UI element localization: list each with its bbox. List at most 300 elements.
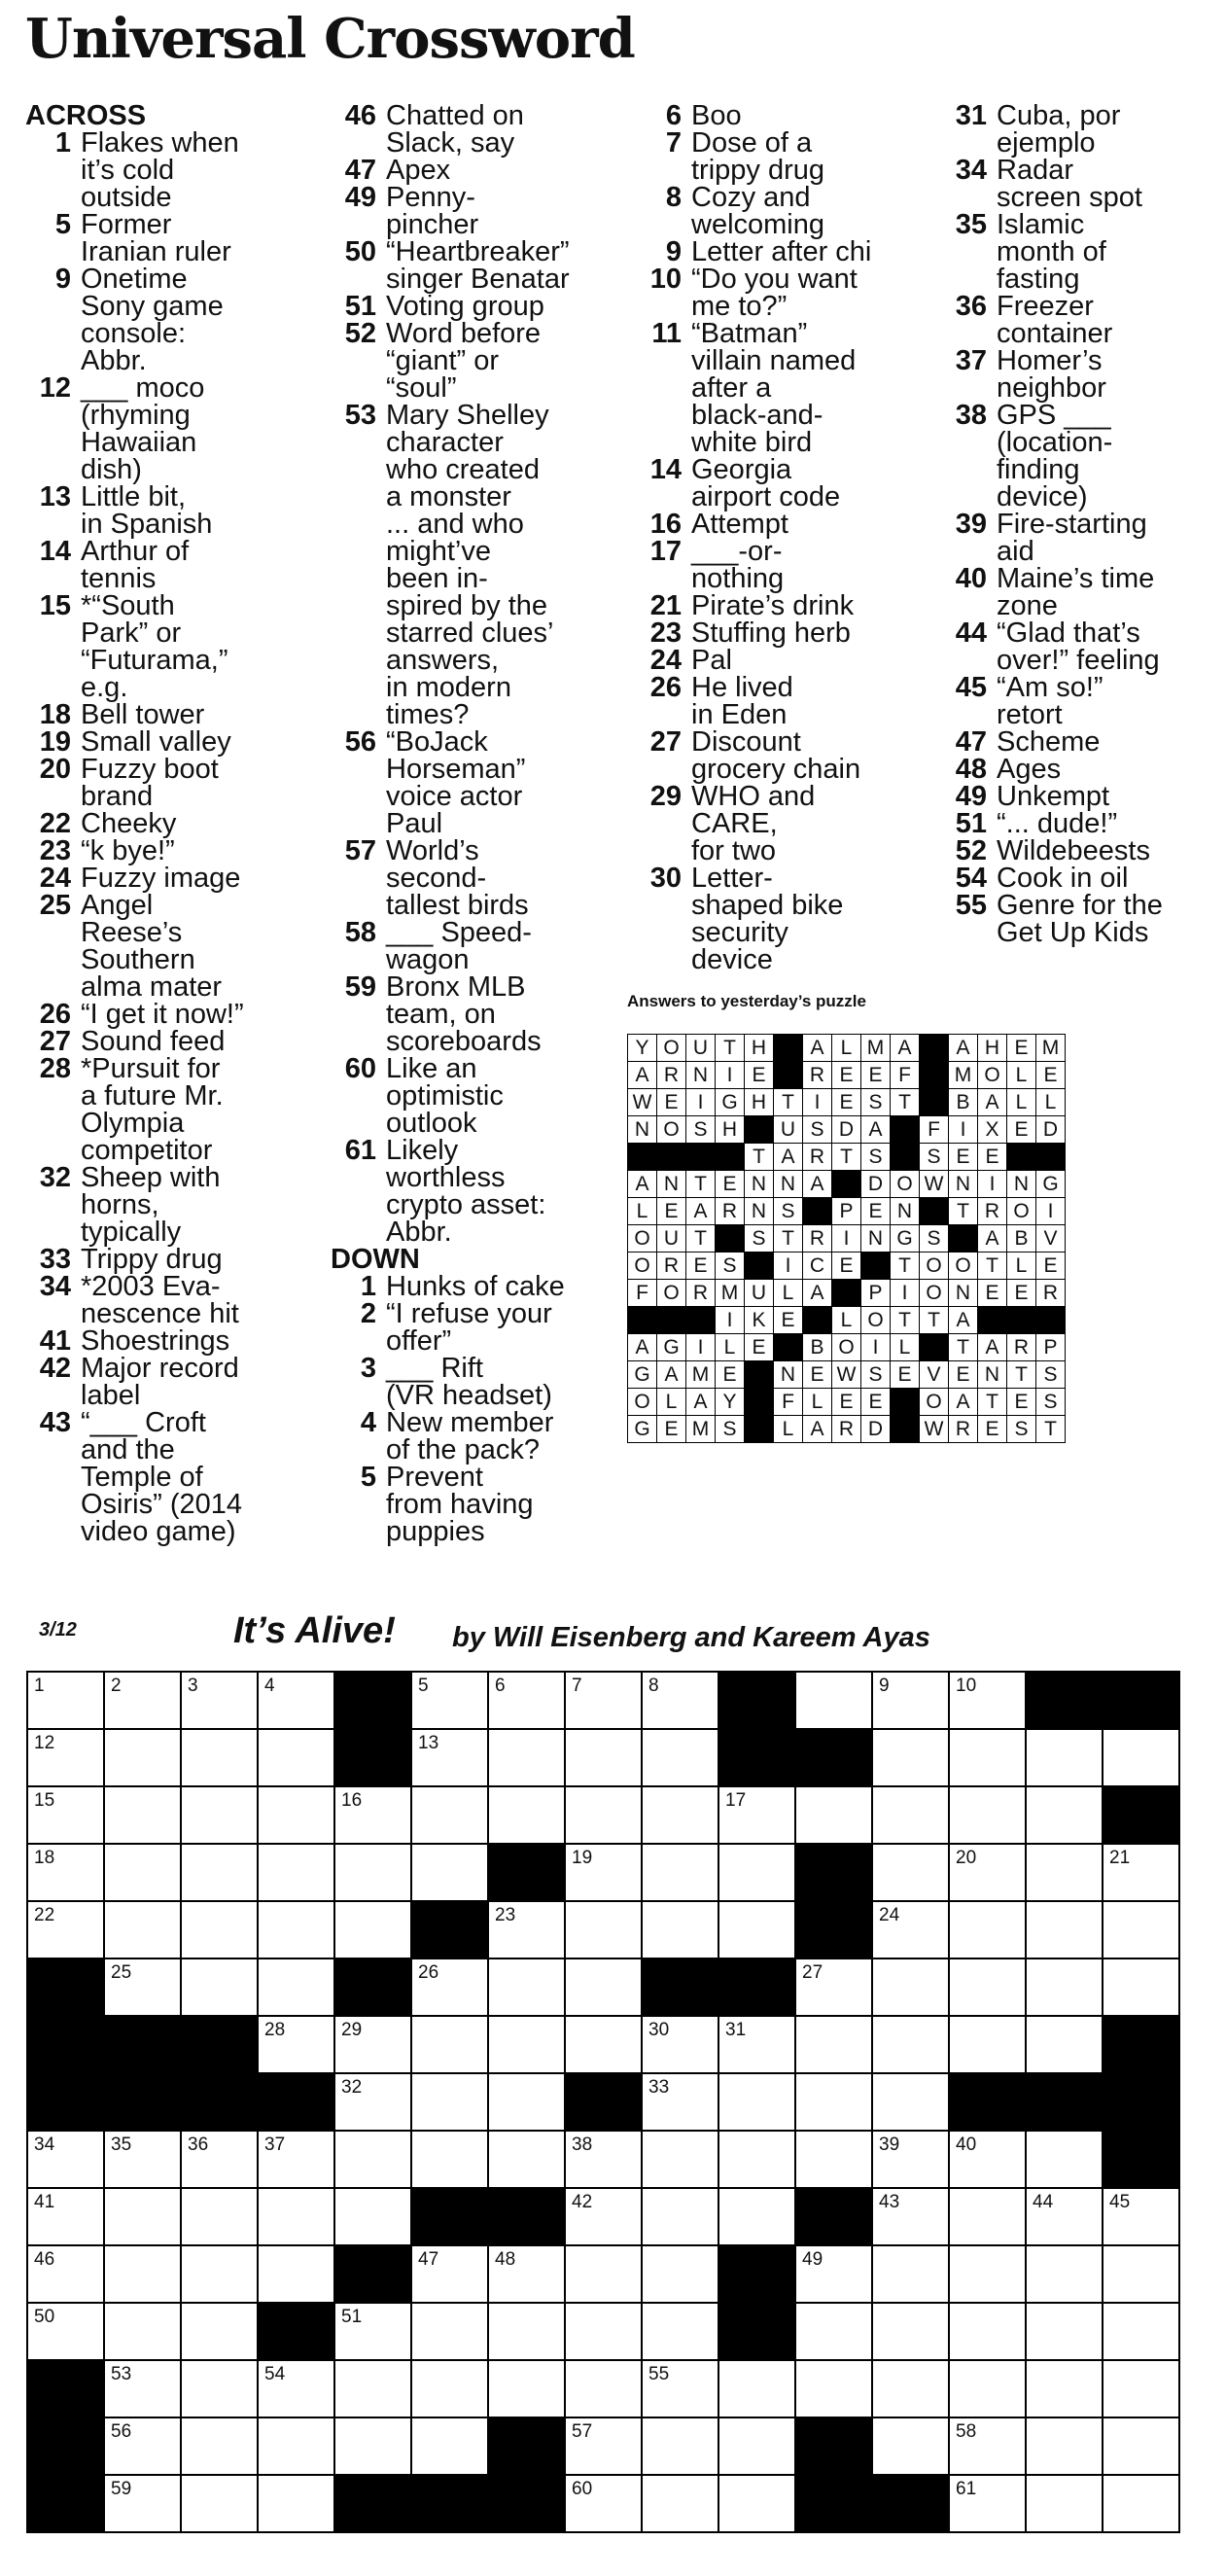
grid-cell[interactable] bbox=[872, 2188, 949, 2245]
grid-cell[interactable] bbox=[411, 2016, 488, 2073]
grid-cell[interactable] bbox=[488, 2303, 565, 2360]
grid-cell[interactable] bbox=[872, 1786, 949, 1844]
grid-cell[interactable] bbox=[1026, 1958, 1103, 2016]
grid-cell[interactable] bbox=[872, 2245, 949, 2303]
grid-cell[interactable] bbox=[488, 1729, 565, 1786]
grid-cell[interactable] bbox=[949, 1729, 1026, 1786]
grid-cell[interactable] bbox=[181, 1672, 258, 1729]
grid-cell[interactable] bbox=[334, 2131, 411, 2188]
grid-cell[interactable] bbox=[642, 2016, 718, 2073]
answers-cell: E bbox=[716, 1171, 745, 1198]
clue-text: Pirate’s drink bbox=[691, 590, 855, 621]
grid-cell[interactable] bbox=[1026, 2303, 1103, 2360]
grid-cell[interactable] bbox=[1026, 2245, 1103, 2303]
grid-cell[interactable] bbox=[718, 2360, 795, 2417]
grid-cell[interactable] bbox=[104, 2475, 181, 2532]
grid-cell[interactable] bbox=[1103, 1958, 1179, 2016]
clue bbox=[331, 293, 622, 320]
grid-cell[interactable] bbox=[104, 1786, 181, 1844]
clue bbox=[941, 892, 1223, 946]
clue bbox=[941, 347, 1223, 402]
grid-cell[interactable] bbox=[642, 2245, 718, 2303]
grid-cell[interactable] bbox=[872, 2073, 949, 2131]
clue bbox=[941, 865, 1223, 892]
grid-cell[interactable] bbox=[411, 1672, 488, 1729]
grid-cell[interactable] bbox=[718, 2475, 795, 2532]
clue bbox=[636, 511, 928, 538]
grid-cell[interactable] bbox=[334, 1786, 411, 1844]
cell-number: 58 bbox=[956, 2421, 977, 2442]
grid-cell[interactable] bbox=[411, 2245, 488, 2303]
clue-number: 10 bbox=[649, 264, 682, 295]
grid-cell[interactable] bbox=[488, 2360, 565, 2417]
grid-cell[interactable] bbox=[949, 2303, 1026, 2360]
grid-cell[interactable] bbox=[258, 2360, 334, 2417]
grid-cell[interactable] bbox=[795, 1786, 872, 1844]
clue bbox=[636, 865, 928, 973]
grid-cell[interactable] bbox=[181, 2475, 258, 2532]
grid-cell[interactable] bbox=[949, 2131, 1026, 2188]
cell-number: 7 bbox=[572, 1676, 582, 1696]
grid-cell[interactable] bbox=[718, 2016, 795, 2073]
grid-cell[interactable] bbox=[104, 2245, 181, 2303]
grid-black-cell bbox=[27, 2360, 104, 2417]
grid-cell[interactable] bbox=[334, 1844, 411, 1901]
grid-cell[interactable] bbox=[258, 2016, 334, 2073]
grid-cell[interactable] bbox=[565, 2188, 642, 2245]
grid-cell[interactable] bbox=[27, 2188, 104, 2245]
grid-cell[interactable] bbox=[1026, 2188, 1103, 2245]
cell-number: 10 bbox=[956, 1676, 977, 1696]
clue-number: 52 bbox=[344, 318, 376, 349]
grid-cell[interactable] bbox=[565, 1672, 642, 1729]
clue bbox=[636, 102, 928, 129]
grid-cell[interactable] bbox=[258, 1844, 334, 1901]
grid-cell[interactable] bbox=[334, 2360, 411, 2417]
grid-cell[interactable] bbox=[104, 2360, 181, 2417]
grid-black-cell bbox=[104, 2016, 181, 2073]
grid-cell[interactable] bbox=[27, 1729, 104, 1786]
clue-text: Apex bbox=[386, 155, 451, 186]
grid-cell[interactable] bbox=[795, 2131, 872, 2188]
grid-cell[interactable] bbox=[949, 1844, 1026, 1901]
grid-cell[interactable] bbox=[488, 2245, 565, 2303]
grid-cell[interactable] bbox=[1026, 2016, 1103, 2073]
answers-cell: W bbox=[832, 1361, 861, 1389]
grid-cell[interactable] bbox=[949, 2417, 1026, 2475]
grid-cell[interactable] bbox=[181, 2131, 258, 2188]
grid-cell[interactable] bbox=[795, 1958, 872, 2016]
grid-cell[interactable] bbox=[334, 2303, 411, 2360]
grid-cell[interactable] bbox=[488, 2073, 565, 2131]
grid-cell[interactable] bbox=[795, 2360, 872, 2417]
grid-cell[interactable] bbox=[949, 2188, 1026, 2245]
grid-cell[interactable] bbox=[718, 2073, 795, 2131]
grid-cell[interactable] bbox=[795, 2303, 872, 2360]
grid-cell[interactable] bbox=[795, 2073, 872, 2131]
grid-cell[interactable] bbox=[27, 1672, 104, 1729]
grid-cell[interactable] bbox=[104, 2303, 181, 2360]
grid-cell[interactable] bbox=[1026, 2360, 1103, 2417]
answers-cell: F bbox=[628, 1280, 657, 1307]
grid-cell[interactable] bbox=[1026, 1901, 1103, 1958]
clue-number: 18 bbox=[39, 699, 71, 730]
answers-cell: F bbox=[891, 1062, 920, 1089]
answers-cell: R bbox=[686, 1280, 716, 1307]
answers-cell: P bbox=[832, 1198, 861, 1225]
grid-cell[interactable] bbox=[642, 1729, 718, 1786]
clue-text: Chatted on Slack, say bbox=[386, 100, 524, 159]
grid-cell[interactable] bbox=[1103, 2417, 1179, 2475]
clue-number: 3 bbox=[360, 1353, 376, 1384]
cell-number: 39 bbox=[879, 2135, 900, 2155]
clue-text: Sheep with horns, typically bbox=[81, 1162, 221, 1248]
grid-cell[interactable] bbox=[411, 1786, 488, 1844]
grid-cell[interactable] bbox=[565, 2303, 642, 2360]
grid-cell[interactable] bbox=[1103, 2360, 1179, 2417]
answers-black-cell bbox=[920, 1334, 949, 1361]
clue-number: 49 bbox=[955, 781, 987, 812]
grid-cell[interactable] bbox=[718, 2417, 795, 2475]
clue-text: ___ Speed- wagon bbox=[386, 917, 532, 975]
grid-cell[interactable] bbox=[258, 2417, 334, 2475]
grid-cell[interactable] bbox=[258, 1958, 334, 2016]
grid-cell[interactable] bbox=[642, 2188, 718, 2245]
grid-cell[interactable] bbox=[258, 2245, 334, 2303]
grid-cell[interactable] bbox=[411, 2131, 488, 2188]
grid-cell[interactable] bbox=[411, 1958, 488, 2016]
grid-cell[interactable] bbox=[411, 1729, 488, 1786]
answers-cell: L bbox=[716, 1334, 745, 1361]
clue-text: GPS ___ (location- finding device) bbox=[997, 400, 1113, 512]
grid-cell[interactable] bbox=[565, 2131, 642, 2188]
clue-number: 7 bbox=[665, 127, 682, 159]
cell-number: 28 bbox=[264, 2020, 286, 2040]
grid-cell[interactable] bbox=[181, 1844, 258, 1901]
grid-cell[interactable] bbox=[488, 2131, 565, 2188]
grid-cell[interactable] bbox=[1026, 2475, 1103, 2532]
grid-cell[interactable] bbox=[104, 1672, 181, 1729]
cell-number: 2 bbox=[111, 1676, 122, 1696]
answers-cell: E bbox=[774, 1307, 803, 1334]
clue bbox=[941, 402, 1223, 511]
answers-cell: S bbox=[686, 1116, 716, 1144]
clue-number: 9 bbox=[54, 264, 71, 295]
clue-number: 5 bbox=[360, 1462, 376, 1493]
grid-cell[interactable] bbox=[334, 2016, 411, 2073]
grid-cell[interactable] bbox=[258, 1672, 334, 1729]
grid-cell[interactable] bbox=[1103, 1729, 1179, 1786]
grid-row bbox=[27, 1786, 1179, 1844]
clue bbox=[25, 701, 317, 728]
answers-cell: T bbox=[891, 1307, 920, 1334]
grid-cell[interactable] bbox=[27, 1901, 104, 1958]
grid-black-cell bbox=[258, 2303, 334, 2360]
grid-cell[interactable] bbox=[1103, 2475, 1179, 2532]
grid-cell[interactable] bbox=[27, 1786, 104, 1844]
clue-text: Pal bbox=[691, 645, 732, 676]
grid-cell[interactable] bbox=[1103, 2303, 1179, 2360]
clue-number: 14 bbox=[39, 536, 71, 567]
grid-cell[interactable] bbox=[104, 2417, 181, 2475]
grid-cell[interactable] bbox=[565, 2475, 642, 2532]
answers-black-cell bbox=[774, 1334, 803, 1361]
answers-black-cell bbox=[832, 1280, 861, 1307]
clue-text: Onetime Sony game console: Abbr. bbox=[81, 264, 224, 376]
clue bbox=[941, 728, 1223, 756]
grid-black-cell bbox=[334, 1729, 411, 1786]
cell-number: 45 bbox=[1109, 2192, 1131, 2212]
answers-cell: T bbox=[686, 1171, 716, 1198]
clue-text: New member of the pack? bbox=[386, 1407, 554, 1465]
grid-cell[interactable] bbox=[949, 1786, 1026, 1844]
grid-black-cell bbox=[795, 2475, 872, 2532]
grid-cell[interactable] bbox=[1103, 2245, 1179, 2303]
grid-black-cell bbox=[488, 1844, 565, 1901]
grid-cell[interactable] bbox=[104, 1958, 181, 2016]
clue-number: 4 bbox=[360, 1407, 376, 1438]
answers-cell: A bbox=[803, 1416, 832, 1443]
answers-black-cell bbox=[686, 1144, 716, 1171]
grid-cell[interactable] bbox=[565, 2360, 642, 2417]
answers-black-cell bbox=[803, 1198, 832, 1225]
clue-number: 27 bbox=[39, 1026, 71, 1057]
grid-cell[interactable] bbox=[258, 2188, 334, 2245]
clue-text: ___ moco (rhyming Hawaiian dish) bbox=[81, 372, 205, 485]
grid-cell[interactable] bbox=[1026, 1729, 1103, 1786]
grid-cell[interactable] bbox=[104, 1729, 181, 1786]
grid-cell[interactable] bbox=[949, 2245, 1026, 2303]
clue-text: ___-or- nothing bbox=[691, 536, 785, 594]
clue-number: 60 bbox=[344, 1053, 376, 1084]
clue bbox=[331, 1300, 622, 1355]
grid-cell[interactable] bbox=[872, 1958, 949, 2016]
grid-cell[interactable] bbox=[27, 1844, 104, 1901]
clue bbox=[25, 1273, 317, 1327]
answers-cell: I bbox=[861, 1334, 891, 1361]
answers-cell: Y bbox=[628, 1035, 657, 1062]
grid-cell[interactable] bbox=[565, 2245, 642, 2303]
grid-cell[interactable] bbox=[411, 1844, 488, 1901]
answers-cell: E bbox=[657, 1416, 686, 1443]
answers-row bbox=[628, 1144, 1066, 1171]
grid-cell[interactable] bbox=[1026, 1786, 1103, 1844]
grid-cell[interactable] bbox=[258, 1901, 334, 1958]
grid-cell[interactable] bbox=[718, 2131, 795, 2188]
grid-cell[interactable] bbox=[642, 1844, 718, 1901]
grid-cell[interactable] bbox=[1026, 2417, 1103, 2475]
grid-cell[interactable] bbox=[488, 1786, 565, 1844]
answers-black-cell bbox=[832, 1171, 861, 1198]
grid-cell[interactable] bbox=[718, 2188, 795, 2245]
grid-cell[interactable] bbox=[642, 2360, 718, 2417]
answers-cell: M bbox=[716, 1280, 745, 1307]
grid-cell[interactable] bbox=[104, 1901, 181, 1958]
grid-cell[interactable] bbox=[642, 2417, 718, 2475]
grid-cell[interactable] bbox=[872, 2131, 949, 2188]
grid-cell[interactable] bbox=[258, 2131, 334, 2188]
grid-cell[interactable] bbox=[565, 1901, 642, 1958]
grid-cell[interactable] bbox=[488, 2016, 565, 2073]
grid-cell[interactable] bbox=[795, 2016, 872, 2073]
grid-cell[interactable] bbox=[334, 2073, 411, 2131]
answers-cell: R bbox=[803, 1062, 832, 1089]
answers-cell: S bbox=[803, 1116, 832, 1144]
grid-cell[interactable] bbox=[872, 1844, 949, 1901]
answers-cell: L bbox=[1036, 1089, 1066, 1116]
answers-cell: E bbox=[686, 1253, 716, 1280]
grid-cell[interactable] bbox=[1103, 2188, 1179, 2245]
grid-cell[interactable] bbox=[411, 2417, 488, 2475]
grid-cell[interactable] bbox=[872, 1729, 949, 1786]
clue-text: Trippy drug bbox=[81, 1244, 223, 1275]
grid-cell[interactable] bbox=[411, 2360, 488, 2417]
answers-cell: I bbox=[949, 1116, 978, 1144]
grid-cell[interactable] bbox=[488, 1901, 565, 1958]
grid-cell[interactable] bbox=[488, 1958, 565, 2016]
grid-cell[interactable] bbox=[181, 1958, 258, 2016]
grid-cell[interactable] bbox=[872, 2016, 949, 2073]
grid-cell[interactable] bbox=[27, 2245, 104, 2303]
grid-cell[interactable] bbox=[181, 1901, 258, 1958]
grid-black-cell bbox=[334, 2245, 411, 2303]
answers-cell: T bbox=[686, 1225, 716, 1253]
grid-cell[interactable] bbox=[565, 2417, 642, 2475]
grid-cell[interactable] bbox=[258, 1786, 334, 1844]
puzzle-title: It’s Alive! bbox=[233, 1610, 396, 1651]
grid-cell[interactable] bbox=[104, 2131, 181, 2188]
grid-cell[interactable] bbox=[181, 1729, 258, 1786]
grid-black-cell bbox=[488, 2417, 565, 2475]
grid-black-cell bbox=[795, 1729, 872, 1786]
answers-cell: I bbox=[686, 1334, 716, 1361]
grid-cell[interactable] bbox=[181, 2360, 258, 2417]
answers-cell: L bbox=[891, 1334, 920, 1361]
answers-cell: T bbox=[745, 1144, 774, 1171]
clue bbox=[25, 1028, 317, 1055]
clue-number: 9 bbox=[665, 236, 682, 267]
grid-cell[interactable] bbox=[795, 1672, 872, 1729]
grid-cell[interactable] bbox=[718, 1901, 795, 1958]
grid-cell[interactable] bbox=[949, 2360, 1026, 2417]
clue bbox=[941, 211, 1223, 293]
grid-cell[interactable] bbox=[1103, 1844, 1179, 1901]
clue-text: Islamic month of fasting bbox=[997, 209, 1106, 295]
grid-cell[interactable] bbox=[181, 2417, 258, 2475]
grid-cell[interactable] bbox=[872, 2417, 949, 2475]
grid-cell[interactable] bbox=[27, 2303, 104, 2360]
clue-text: Attempt bbox=[691, 509, 788, 540]
answers-cell: E bbox=[1007, 1116, 1036, 1144]
answers-cell: B bbox=[949, 1089, 978, 1116]
grid-cell[interactable] bbox=[642, 2131, 718, 2188]
clue-number: 28 bbox=[39, 1053, 71, 1084]
grid-cell[interactable] bbox=[27, 2131, 104, 2188]
cell-number: 34 bbox=[34, 2135, 55, 2155]
grid-cell[interactable] bbox=[104, 1844, 181, 1901]
grid-cell[interactable] bbox=[411, 2303, 488, 2360]
answers-cell: E bbox=[657, 1198, 686, 1225]
grid-cell[interactable] bbox=[949, 1901, 1026, 1958]
grid-cell[interactable] bbox=[872, 2360, 949, 2417]
grid-cell[interactable] bbox=[334, 1901, 411, 1958]
grid-cell[interactable] bbox=[565, 1786, 642, 1844]
grid-cell[interactable] bbox=[334, 2417, 411, 2475]
answers-cell: R bbox=[832, 1416, 861, 1443]
clue bbox=[25, 892, 317, 1001]
clue-text: “I get it now!” bbox=[81, 999, 244, 1030]
grid-cell[interactable] bbox=[795, 2245, 872, 2303]
answers-cell: G bbox=[657, 1334, 686, 1361]
grid-cell[interactable] bbox=[181, 1786, 258, 1844]
grid-cell[interactable] bbox=[872, 2303, 949, 2360]
grid-cell[interactable] bbox=[565, 1729, 642, 1786]
answers-cell: F bbox=[920, 1116, 949, 1144]
grid-cell[interactable] bbox=[642, 2303, 718, 2360]
answers-black-cell bbox=[920, 1198, 949, 1225]
cell-number: 6 bbox=[495, 1676, 506, 1696]
answers-cell: N bbox=[861, 1225, 891, 1253]
grid-cell[interactable] bbox=[642, 1901, 718, 1958]
answers-cell: O bbox=[920, 1280, 949, 1307]
cell-number: 53 bbox=[111, 2364, 132, 2384]
answers-cell: E bbox=[861, 1062, 891, 1089]
grid-cell[interactable] bbox=[565, 2016, 642, 2073]
grid-cell[interactable] bbox=[949, 2016, 1026, 2073]
grid-cell[interactable] bbox=[565, 1958, 642, 2016]
answers-cell: S bbox=[774, 1198, 803, 1225]
grid-black-cell bbox=[795, 1844, 872, 1901]
grid-cell[interactable] bbox=[949, 2475, 1026, 2532]
grid-cell[interactable] bbox=[1026, 2131, 1103, 2188]
grid-cell[interactable] bbox=[949, 1672, 1026, 1729]
grid-cell[interactable] bbox=[334, 2188, 411, 2245]
grid-cell[interactable] bbox=[872, 1672, 949, 1729]
grid-cell[interactable] bbox=[1026, 1844, 1103, 1901]
grid-cell[interactable] bbox=[181, 2188, 258, 2245]
clue-number: 13 bbox=[39, 481, 71, 512]
grid-cell[interactable] bbox=[565, 1844, 642, 1901]
answers-cell: T bbox=[1036, 1416, 1066, 1443]
answers-black-cell bbox=[1036, 1307, 1066, 1334]
clue bbox=[941, 810, 1223, 837]
grid-cell[interactable] bbox=[642, 2475, 718, 2532]
answers-black-cell bbox=[745, 1416, 774, 1443]
grid-cell[interactable] bbox=[104, 2188, 181, 2245]
grid-cell[interactable] bbox=[488, 1672, 565, 1729]
grid-cell[interactable] bbox=[411, 2073, 488, 2131]
grid-cell[interactable] bbox=[1103, 1901, 1179, 1958]
clue-text: Major record label bbox=[81, 1353, 239, 1411]
grid-cell[interactable] bbox=[181, 2303, 258, 2360]
grid-cell[interactable] bbox=[181, 2245, 258, 2303]
grid-cell[interactable] bbox=[872, 1901, 949, 1958]
grid-cell[interactable] bbox=[258, 1729, 334, 1786]
grid-row bbox=[27, 1844, 1179, 1901]
answers-cell: O bbox=[628, 1389, 657, 1416]
answers-cell: F bbox=[774, 1389, 803, 1416]
grid-cell[interactable] bbox=[642, 2073, 718, 2131]
grid-cell[interactable] bbox=[642, 1786, 718, 1844]
clue-number: 42 bbox=[39, 1353, 71, 1384]
cell-number: 23 bbox=[495, 1905, 516, 1925]
grid-cell[interactable] bbox=[258, 2475, 334, 2532]
grid-cell[interactable] bbox=[642, 1672, 718, 1729]
grid-cell[interactable] bbox=[718, 1844, 795, 1901]
grid-cell[interactable] bbox=[949, 1958, 1026, 2016]
grid-cell[interactable] bbox=[718, 1786, 795, 1844]
clue-number: 16 bbox=[649, 509, 682, 540]
